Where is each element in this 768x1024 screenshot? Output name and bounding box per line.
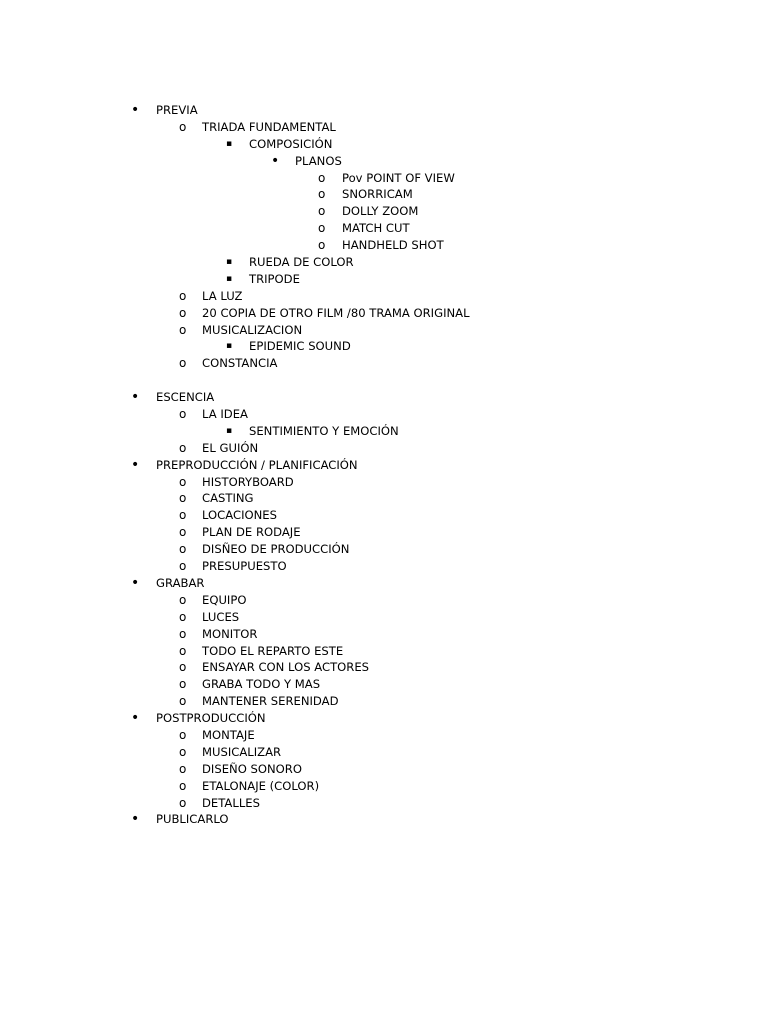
bullet-icon: o (179, 677, 187, 692)
list-item-text: DETALLES (202, 795, 260, 810)
bullet-icon: o (179, 592, 187, 607)
list-item (0, 778, 768, 795)
list-item-text: SENTIMIENTO Y EMOCIÓN (249, 423, 399, 438)
list-item-text: LUCES (202, 609, 240, 624)
list-item-text: TRIADA FUNDAMENTAL (202, 119, 336, 134)
list-item (0, 693, 768, 710)
list-item (0, 338, 768, 355)
list-item (0, 355, 768, 372)
bullet-icon: • (131, 574, 140, 591)
bullet-icon: o (179, 609, 187, 624)
bullet-icon: o (179, 440, 187, 455)
bullet-icon: o (318, 170, 326, 185)
list-item (0, 761, 768, 778)
bullet-icon: ▪ (226, 341, 233, 352)
list-item (0, 744, 768, 761)
list-item (0, 119, 768, 136)
list-item-text: PREPRODUCCIÓN / PLANIFICACIÓN (156, 457, 358, 472)
list-item (0, 237, 768, 254)
list-item-text: 20 COPIA DE OTRO FILM /80 TRAMA ORIGINAL (202, 305, 470, 320)
list-item (0, 220, 768, 237)
list-item (0, 541, 768, 558)
bullet-icon: o (179, 761, 187, 776)
bullet-icon: ▪ (226, 273, 233, 284)
bullet-icon: • (131, 389, 140, 406)
bullet-icon: • (131, 102, 140, 118)
list-item (0, 271, 768, 288)
list-item-text: LA LUZ (202, 288, 243, 303)
bullet-icon: o (179, 322, 187, 337)
list-item (0, 457, 768, 474)
bullet-icon: o (179, 778, 187, 793)
list-item-text: EQUIPO (202, 592, 247, 607)
bullet-icon: o (179, 525, 187, 540)
list-item (0, 643, 768, 660)
list-item-text: SNORRICAM (342, 187, 413, 202)
list-item (0, 322, 768, 339)
list-item (0, 575, 768, 592)
bullet-icon: o (179, 407, 187, 422)
list-item-text: MANTENER SERENIDAD (202, 694, 339, 709)
list-item-text: MUSICALIZACION (202, 322, 303, 337)
list-item-text: HANDHELD SHOT (342, 238, 444, 253)
list-item (0, 389, 768, 406)
list-item-text: PLANOS (295, 153, 342, 168)
bullet-icon: o (318, 238, 326, 253)
list-item (0, 440, 768, 457)
list-item-text: MONITOR (202, 626, 258, 641)
list-item-text: HISTORYBOARD (202, 474, 294, 489)
bullet-icon: • (131, 811, 140, 828)
list-item (0, 102, 768, 119)
list-item-text: PREVIA (156, 103, 198, 117)
list-item-text: GRABA TODO Y MAS (202, 677, 321, 692)
list-item (0, 795, 768, 812)
list-item (0, 288, 768, 305)
bullet-icon: o (179, 744, 187, 759)
bullet-icon: o (179, 643, 187, 658)
bullet-icon: o (179, 474, 187, 489)
list-item (0, 203, 768, 220)
blank-line (0, 372, 768, 389)
list-item (0, 507, 768, 524)
bullet-icon: o (179, 660, 187, 675)
bullet-icon: o (179, 626, 187, 641)
list-item-text: CASTING (202, 491, 254, 506)
list-item-text: PLAN DE RODAJE (202, 525, 301, 540)
list-item (0, 592, 768, 609)
bullet-icon: o (179, 508, 187, 523)
bullet-icon: ▪ (226, 138, 233, 149)
bullet-icon: o (179, 288, 187, 303)
list-item (0, 153, 768, 170)
list-item-text: Pov POINT OF VIEW (342, 170, 455, 185)
list-item (0, 609, 768, 626)
bullet-icon: o (179, 694, 187, 709)
list-item-text: CONSTANCIA (202, 356, 278, 371)
list-item-text: PUBLICARLO (156, 812, 229, 827)
list-item (0, 305, 768, 322)
list-item-text: ETALONAJE (COLOR) (202, 778, 320, 793)
list-item-text: TODO EL REPARTO ESTE (202, 643, 344, 658)
bullet-icon: o (179, 795, 187, 810)
document-page (0, 102, 768, 828)
list-item (0, 659, 768, 676)
outline-list (0, 102, 768, 828)
list-item-text: LA IDEA (202, 407, 248, 422)
bullet-icon: o (179, 305, 187, 320)
list-item-text: MONTAJE (202, 727, 255, 742)
bullet-icon: • (271, 152, 280, 169)
list-item-text: EL GUIÓN (202, 440, 259, 455)
list-item-text: TRIPODE (249, 271, 300, 286)
list-item-text: ENSAYAR CON LOS ACTORES (202, 660, 370, 675)
list-item (0, 524, 768, 541)
bullet-icon: o (179, 491, 187, 506)
list-item-text: DISEÑO SONORO (202, 761, 302, 776)
bullet-icon: • (131, 456, 140, 473)
bullet-icon: ▪ (226, 257, 233, 268)
bullet-icon: o (179, 356, 187, 371)
list-item (0, 626, 768, 643)
list-item-text: EPIDEMIC SOUND (249, 339, 351, 354)
list-item-text: POSTPRODUCCIÓN (156, 711, 266, 726)
list-item-text: DOLLY ZOOM (342, 204, 419, 219)
list-item (0, 490, 768, 507)
list-item (0, 406, 768, 423)
bullet-icon: o (179, 727, 187, 742)
list-item-text: LOCACIONES (202, 508, 277, 523)
list-item (0, 676, 768, 693)
bullet-icon: o (179, 559, 187, 574)
list-item-text: MUSICALIZAR (202, 744, 282, 759)
bullet-icon: o (179, 542, 187, 557)
bullet-icon: ▪ (226, 425, 233, 436)
list-item (0, 710, 768, 727)
list-item (0, 254, 768, 271)
list-item (0, 136, 768, 153)
bullet-icon: o (318, 187, 326, 202)
list-item (0, 727, 768, 744)
list-item-text: PRESUPUESTO (202, 559, 287, 574)
bullet-icon: • (131, 710, 140, 727)
list-item-text: MATCH CUT (342, 221, 410, 236)
list-item-text: DISÑEO DE PRODUCCIÓN (202, 542, 350, 557)
bullet-icon: o (318, 221, 326, 236)
list-item (0, 811, 768, 828)
list-item (0, 558, 768, 575)
list-item-text: GRABAR (156, 575, 205, 590)
list-item (0, 423, 768, 440)
bullet-icon: o (179, 119, 187, 134)
list-item-text: COMPOSICIÓN (249, 136, 333, 151)
list-item-text: RUEDA DE COLOR (249, 255, 354, 270)
list-item-text: ESCENCIA (156, 390, 215, 405)
list-item (0, 170, 768, 187)
list-item (0, 474, 768, 491)
bullet-icon: o (318, 204, 326, 219)
list-item (0, 186, 768, 203)
